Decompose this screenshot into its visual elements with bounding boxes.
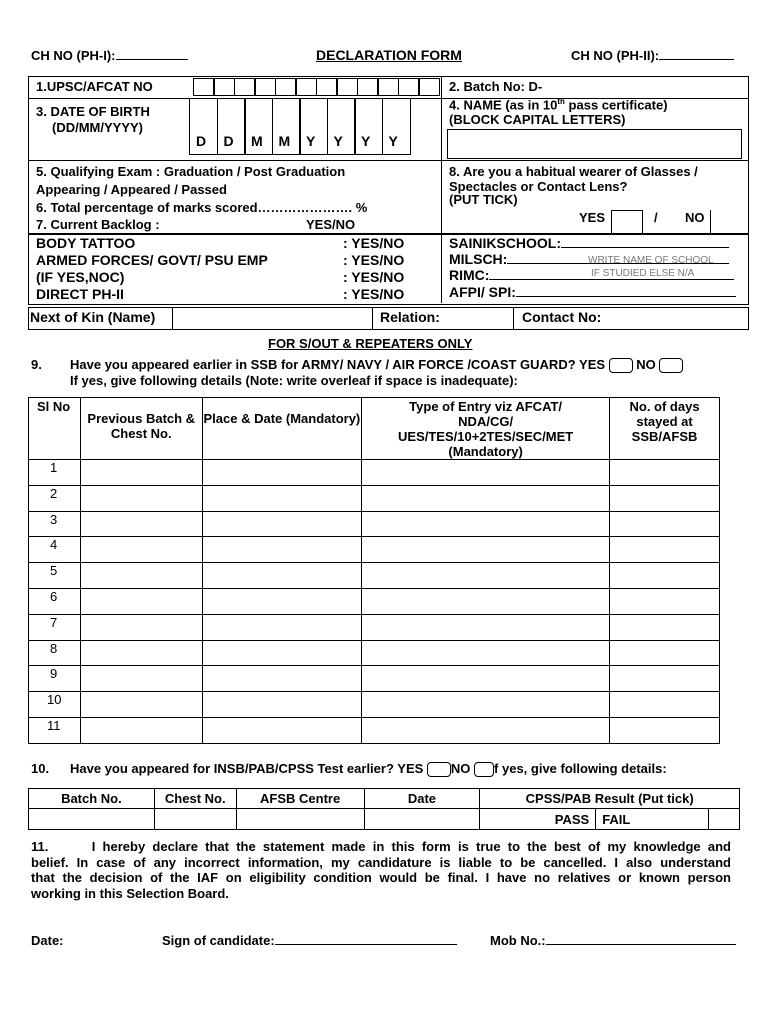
table-row — [29, 588, 720, 614]
milsch: MILSCH: — [449, 251, 729, 267]
backlog-yes-no: YES/NO — [306, 217, 356, 232]
dob-label: 3. DATE OF BIRTH — [36, 104, 150, 119]
date-label: Date: — [31, 933, 64, 948]
table-cell[interactable] — [610, 511, 720, 537]
table-cell[interactable] — [202, 537, 362, 563]
glasses-question: 8. Are you a habitual wearer of Glasses / — [449, 164, 698, 179]
table-cell[interactable] — [362, 717, 610, 743]
dob-digit-box[interactable] — [327, 98, 356, 155]
dob-letter: D — [196, 133, 207, 149]
upsc-digit-box[interactable] — [398, 78, 419, 96]
table-cell[interactable] — [610, 588, 720, 614]
rimc-field[interactable] — [489, 279, 734, 280]
name-field[interactable] — [447, 129, 742, 159]
table-cell[interactable] — [202, 511, 362, 537]
table-cell[interactable] — [202, 666, 362, 692]
sl-no-cell: 4 — [29, 537, 81, 563]
table-cell[interactable] — [610, 460, 720, 486]
dob-letter: D — [223, 133, 234, 149]
ssb-history-table — [28, 397, 720, 744]
table-cell[interactable] — [80, 614, 202, 640]
next-of-kin-field[interactable] — [174, 308, 371, 328]
table-row — [29, 692, 720, 718]
glasses-yes: YES — [579, 210, 606, 225]
table-cell[interactable] — [362, 460, 610, 486]
cpss-table — [28, 788, 740, 830]
declaration-text: 11. I hereby declare that the statement made in this form is true to the best of my knowledge and belief. In case of any incorrect information, my candidature is liable to be cancelled. I also understand that the decision of the IAF on eligibility condition would be final. I have no relatives or known person working in this Selection Board. — [31, 839, 731, 901]
table-cell[interactable] — [202, 563, 362, 589]
cpss-col-result: CPSS/PAB Result (Put tick) — [480, 789, 740, 809]
cpss-col-centre: AFSB Centre — [236, 789, 364, 809]
table-cell[interactable] — [202, 717, 362, 743]
next-of-kin-label: Next of Kin (Name) — [30, 309, 156, 325]
table-cell[interactable] — [610, 666, 720, 692]
q10-question: Have you appeared for INSB/PAB/CPSS Test earlier? YES NO f yes, give following details: — [70, 761, 667, 776]
sl-no-cell: 8 — [29, 640, 81, 666]
cpss-col-date: Date — [364, 789, 480, 809]
dob-digit-box[interactable] — [382, 98, 411, 155]
table-cell[interactable] — [610, 563, 720, 589]
table-cell[interactable] — [202, 485, 362, 511]
dob-digit-box[interactable] — [299, 98, 328, 155]
table-row — [29, 614, 720, 640]
qualifying-exam: 5. Qualifying Exam : Graduation / Post Graduation — [36, 164, 346, 179]
background-item-value[interactable]: : YES/NO — [343, 286, 405, 302]
table-row — [29, 460, 720, 486]
dob-digit-box[interactable] — [217, 98, 246, 155]
table-row — [29, 537, 720, 563]
mobile-line: Mob No.: — [490, 933, 736, 948]
cpss-col-batch: Batch No. — [29, 789, 155, 809]
table-cell[interactable] — [80, 460, 202, 486]
dob-letter: Y — [361, 133, 371, 149]
name-instruction: (BLOCK CAPITAL LETTERS) — [449, 112, 626, 127]
table-cell[interactable] — [610, 692, 720, 718]
dob-letter: Y — [388, 133, 398, 149]
cpss-tick-cell[interactable] — [709, 809, 740, 830]
upsc-digit-box[interactable] — [337, 78, 358, 96]
upsc-digit-box[interactable] — [357, 78, 378, 96]
table-row — [29, 511, 720, 537]
table-row — [29, 563, 720, 589]
sainik-school: SAINIKSCHOOL: — [449, 235, 729, 251]
q9-number: 9. — [31, 357, 42, 372]
upsc-label: 1.UPSC/AFCAT NO — [36, 79, 153, 94]
cpss-chest-cell[interactable] — [154, 809, 236, 830]
mobile-field[interactable] — [546, 944, 736, 945]
marks-percentage: 6. Total percentage of marks scored…………………. % — [36, 200, 368, 215]
sainik-school-field[interactable] — [561, 247, 729, 248]
upsc-digit-box[interactable] — [193, 78, 214, 96]
ch-no-ph1-field[interactable] — [116, 59, 188, 60]
table-cell[interactable] — [362, 640, 610, 666]
table-cell[interactable] — [610, 640, 720, 666]
slash: / — [654, 210, 658, 225]
signature-line: Sign of candidate: — [162, 933, 457, 948]
table-cell[interactable] — [362, 588, 610, 614]
upsc-digit-box[interactable] — [419, 78, 440, 96]
cpss-fail-cell[interactable]: FAIL — [596, 809, 709, 830]
q10-no-box[interactable] — [474, 762, 494, 777]
form-title: DECLARATION FORM — [316, 47, 462, 63]
background-item-label: DIRECT PH-II — [36, 286, 124, 302]
table-row — [29, 485, 720, 511]
current-backlog: 7. Current Backlog : — [36, 217, 160, 232]
table-cell[interactable] — [202, 614, 362, 640]
table-cell[interactable] — [362, 614, 610, 640]
table-row — [29, 666, 720, 692]
q9-note: If yes, give following details (Note: write overleaf if space is inadequate): — [70, 373, 518, 388]
dob-letter: Y — [333, 133, 343, 149]
table-cell[interactable] — [202, 640, 362, 666]
ch-no-ph2-field[interactable] — [659, 59, 734, 60]
dob-digit-box[interactable] — [272, 98, 301, 155]
col-type-of-entry: Type of Entry viz AFCAT/ NDA/CG/ UES/TES/10+2TES/SEC/MET (Mandatory) — [362, 398, 610, 460]
col-previous-batch: Previous Batch & Chest No. — [80, 398, 202, 460]
afpi-spi: AFPI/ SPI: — [449, 284, 736, 300]
name-label: 4. NAME (as in 10th pass certificate) — [449, 97, 668, 113]
sl-no-cell: 5 — [29, 563, 81, 589]
cpss-date-cell[interactable] — [364, 809, 480, 830]
background-item-value[interactable]: : YES/NO — [343, 252, 405, 268]
upsc-digit-box[interactable] — [378, 78, 399, 96]
dob-letter: M — [278, 133, 291, 149]
sl-no-cell: 9 — [29, 666, 81, 692]
background-item-value[interactable]: : YES/NO — [343, 235, 405, 251]
dob-digit-box[interactable] — [354, 98, 383, 155]
table-cell[interactable] — [80, 537, 202, 563]
table-cell[interactable] — [80, 563, 202, 589]
glasses-question-2: Spectacles or Contact Lens? — [449, 179, 628, 194]
relation-label: Relation: — [380, 309, 440, 325]
table-cell[interactable] — [202, 460, 362, 486]
table-cell[interactable] — [362, 563, 610, 589]
q10-number: 10. — [31, 761, 50, 776]
table-cell[interactable] — [202, 588, 362, 614]
contact-label: Contact No: — [522, 309, 602, 325]
sl-no-cell: 6 — [29, 588, 81, 614]
table-cell[interactable] — [362, 666, 610, 692]
q9-no-box[interactable] — [659, 358, 683, 373]
sl-no-cell: 7 — [29, 614, 81, 640]
upsc-digit-box[interactable] — [316, 78, 337, 96]
cpss-pass-cell[interactable]: PASS — [480, 809, 596, 830]
table-cell[interactable] — [362, 485, 610, 511]
school-hint-2: IF STUDIED ELSE N/A — [591, 268, 695, 279]
q10-yes-box[interactable] — [427, 762, 451, 777]
table-cell[interactable] — [362, 692, 610, 718]
upsc-digit-box[interactable] — [214, 78, 235, 96]
table-cell[interactable] — [80, 692, 202, 718]
signature-field[interactable] — [275, 944, 457, 945]
table-cell[interactable] — [80, 666, 202, 692]
table-cell[interactable] — [80, 588, 202, 614]
table-cell[interactable] — [80, 485, 202, 511]
upsc-digit-box[interactable] — [255, 78, 276, 96]
repeaters-heading: FOR S/OUT & REPEATERS ONLY — [268, 336, 473, 351]
school-hint-1: WRITE NAME OF SCHOOL — [588, 255, 714, 266]
batch-no-label: 2. Batch No: D- — [449, 79, 543, 94]
table-cell[interactable] — [80, 511, 202, 537]
table-row — [29, 717, 720, 743]
sl-no-cell: 2 — [29, 485, 81, 511]
q9-question: Have you appeared earlier in SSB for ARMY/ NAVY / AIR FORCE /COAST GUARD? YES NO — [70, 357, 683, 373]
ch-no-ph2: CH NO (PH-II): — [571, 48, 734, 63]
contact-field[interactable] — [612, 308, 746, 328]
put-tick-note: (PUT TICK) — [449, 192, 518, 207]
table-cell[interactable] — [610, 614, 720, 640]
sl-no-cell: 11 — [29, 717, 81, 743]
dob-format: (DD/MM/YYYY) — [52, 120, 143, 135]
table-cell[interactable] — [362, 511, 610, 537]
table-cell[interactable] — [80, 717, 202, 743]
table-row — [29, 640, 720, 666]
dob-digit-box[interactable] — [189, 98, 218, 155]
glasses-no: NO — [685, 210, 705, 225]
background-item-label: ARMED FORCES/ GOVT/ PSU EMP — [36, 252, 268, 268]
ch-no-ph1: CH NO (PH-I): — [31, 48, 188, 63]
dob-letter: Y — [306, 133, 316, 149]
upsc-digit-box[interactable] — [234, 78, 255, 96]
dob-letter: M — [251, 133, 263, 149]
col-sl-no: Sl No — [29, 398, 81, 460]
col-days-stayed: No. of days stayed at SSB/AFSB — [610, 398, 720, 460]
table-cell[interactable] — [610, 537, 720, 563]
upsc-digit-box[interactable] — [296, 78, 317, 96]
cpss-batch-cell[interactable] — [29, 809, 155, 830]
background-item-label: BODY TATTOO — [36, 235, 136, 251]
table-cell[interactable] — [610, 717, 720, 743]
q9-yes-box[interactable] — [609, 358, 633, 373]
relation-field[interactable] — [452, 308, 512, 328]
cpss-col-chest: Chest No. — [154, 789, 236, 809]
upsc-digit-box[interactable] — [275, 78, 296, 96]
table-cell[interactable] — [202, 692, 362, 718]
sl-no-cell: 10 — [29, 692, 81, 718]
table-cell[interactable] — [80, 640, 202, 666]
glasses-yes-box[interactable] — [611, 210, 643, 234]
table-cell[interactable] — [610, 485, 720, 511]
background-item-label: (IF YES,NOC) — [36, 269, 125, 285]
qualifying-status: Appearing / Appeared / Passed — [36, 182, 227, 197]
cpss-centre-cell[interactable] — [236, 809, 364, 830]
col-place-date: Place & Date (Mandatory) — [202, 398, 362, 460]
sl-no-cell: 3 — [29, 511, 81, 537]
sl-no-cell: 1 — [29, 460, 81, 486]
afpi-spi-field[interactable] — [516, 296, 736, 297]
dob-digit-box[interactable] — [244, 98, 273, 155]
rimc: RIMC: — [449, 267, 734, 283]
table-cell[interactable] — [362, 537, 610, 563]
background-item-value[interactable]: : YES/NO — [343, 269, 405, 285]
